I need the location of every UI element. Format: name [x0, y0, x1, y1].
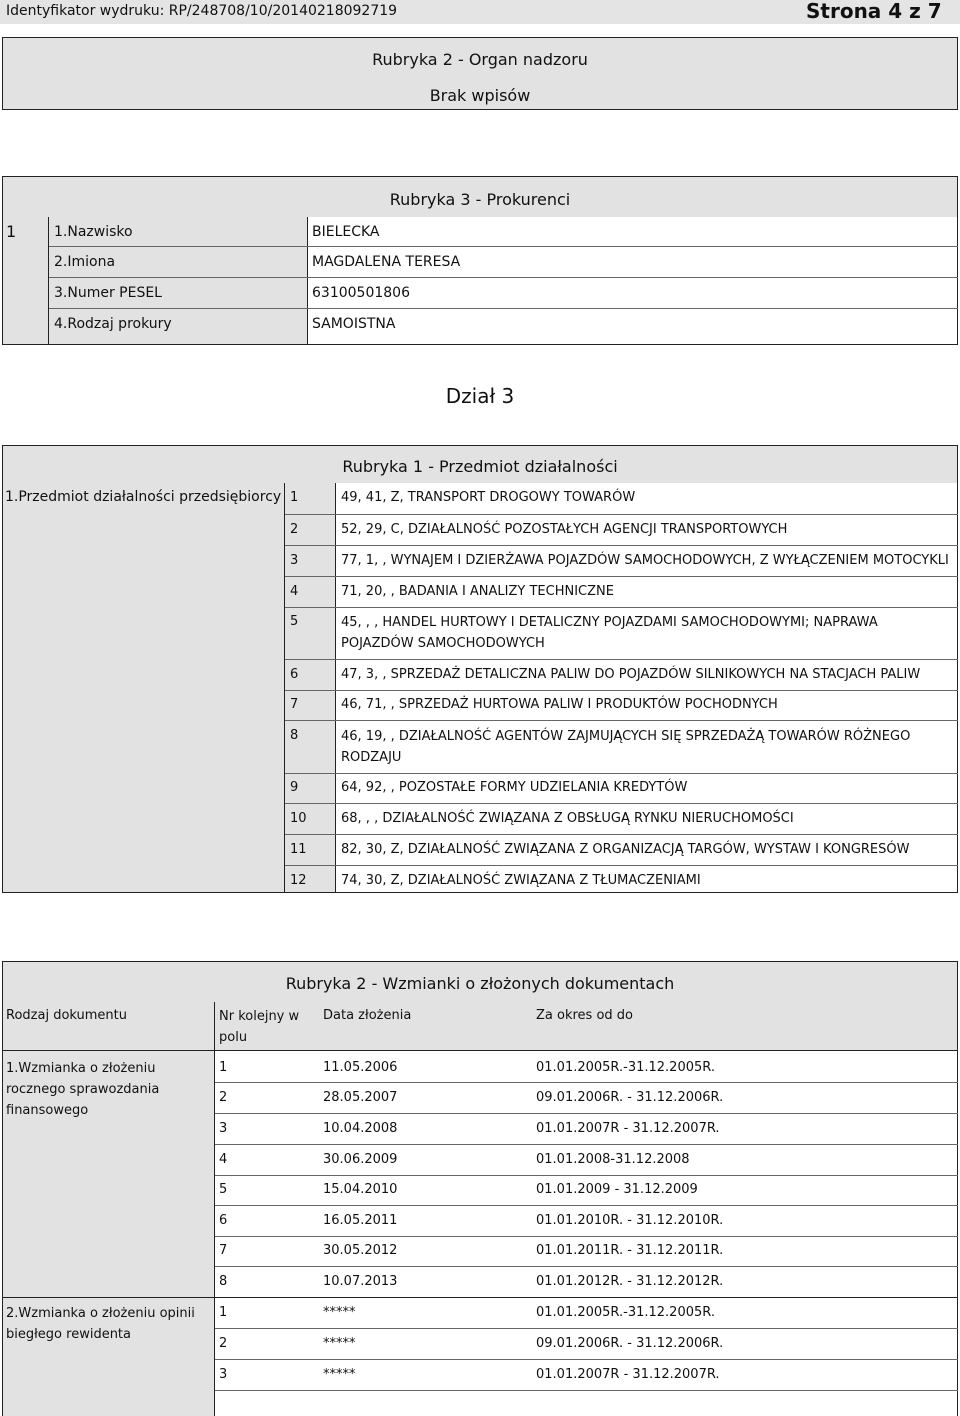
period: 01.01.2009 - 31.12.2009 [536, 1182, 698, 1197]
item-number: 9 [290, 780, 299, 795]
entry-number: 1 [6, 222, 17, 241]
divider [3, 1297, 958, 1298]
item-number: 4 [290, 584, 299, 599]
item-number: 12 [290, 873, 307, 888]
item-text: 77, 1, , WYNAJEM I DZIERŻAWA POJAZDÓW SAMOCHODOWYCH, Z WYŁĄCZENIEM MOTOCYKLI [341, 553, 949, 568]
przedmiot-label-cell [3, 483, 284, 892]
item-number: 2 [290, 522, 299, 537]
column-header: Nr kolejny w polu [219, 1009, 300, 1045]
item-text: 46, 19, , DZIAŁALNOŚĆ AGENTÓW ZAJMUJĄCYCH SIĘ SPRZEDAŻĄ TOWARÓW RÓŻNEGO RODZAJU [341, 729, 911, 765]
item-number: 1 [290, 490, 299, 505]
field-value: MAGDALENA TERESA [312, 254, 461, 270]
divider [215, 1082, 958, 1083]
filing-date: ***** [323, 1336, 356, 1351]
filing-date: 30.06.2009 [323, 1152, 398, 1167]
divider [215, 1266, 958, 1267]
item-text: 74, 30, Z, DZIAŁALNOŚĆ ZWIĄZANA Z TŁUMACZENIAMI [341, 873, 701, 888]
divider [215, 1328, 958, 1329]
divider [215, 1175, 958, 1176]
item-text: 68, , , DZIAŁALNOŚĆ ZWIĄZANA Z OBSŁUGĄ RYNKU NIERUCHOMOŚCI [341, 811, 794, 826]
column-header: Data złożenia [323, 1008, 412, 1023]
field-value: 63100501806 [312, 285, 410, 301]
field-label: 2.Imiona [54, 254, 116, 270]
period: 01.01.2007R - 31.12.2007R. [536, 1121, 720, 1136]
divider [285, 803, 958, 804]
divider [3, 1050, 958, 1051]
field-value: BIELECKA [312, 224, 380, 240]
item-text: 46, 71, , SPRZEDAŻ HURTOWA PALIW I PRODUKTÓW POCHODNYCH [341, 697, 778, 712]
period: 01.01.2011R. - 31.12.2011R. [536, 1243, 724, 1258]
divider [285, 720, 958, 721]
period: 01.01.2008-31.12.2008 [536, 1152, 690, 1167]
document-type-label: 2.Wzmianka o złożeniu opinii biegłego rewidenta [6, 1306, 195, 1342]
filing-date: 30.05.2012 [323, 1243, 398, 1258]
section-title: Rubryka 2 - Wzmianki o złożonych dokumentach [285, 974, 675, 993]
filing-date: 10.07.2013 [323, 1274, 398, 1289]
row-number: 4 [219, 1152, 228, 1167]
divider [49, 246, 958, 247]
row-number: 3 [219, 1121, 228, 1136]
item-number: 8 [290, 728, 299, 743]
divider [215, 1390, 958, 1391]
divider [285, 607, 958, 608]
row-number: 5 [219, 1182, 228, 1197]
item-text: 82, 30, Z, DZIAŁALNOŚĆ ZWIĄZANA Z ORGANIZACJĄ TARGÓW, WYSTAW I KONGRESÓW [341, 842, 910, 857]
section-title: Rubryka 3 - Prokurenci [389, 190, 571, 209]
section-title: Rubryka 2 - Organ nadzoru [372, 50, 588, 69]
divider [215, 1144, 958, 1145]
divider [215, 1205, 958, 1206]
item-text: 45, , , HANDEL HURTOWY I DETALICZNY POJAZDAMI SAMOCHODOWYMI; NAPRAWA POJAZDÓW SAMOCHODOWYCH [341, 615, 878, 651]
wzmianki-header-bg [3, 1002, 957, 1050]
section-title: Rubryka 1 - Przedmiot działalności [342, 457, 618, 476]
field-label: 3.Numer PESEL [54, 285, 162, 301]
item-text: 52, 29, C, DZIAŁALNOŚĆ POZOSTAŁYCH AGENCJI TRANSPORTOWYCH [341, 522, 788, 537]
page-number: Strona 4 z 7 [806, 0, 942, 23]
column-header: Za okres od do [536, 1008, 633, 1023]
row-number: 3 [219, 1367, 228, 1382]
divider [285, 576, 958, 577]
period: 09.01.2006R. - 31.12.2006R. [536, 1090, 724, 1105]
row-number: 2 [219, 1090, 228, 1105]
divider [285, 545, 958, 546]
divider [307, 217, 308, 345]
item-number: 11 [290, 842, 307, 857]
filing-date: 16.05.2011 [323, 1213, 398, 1228]
divider [49, 277, 958, 278]
row-number: 8 [219, 1274, 228, 1289]
item-number: 10 [290, 811, 307, 826]
filing-date: ***** [323, 1305, 356, 1320]
filing-date: 28.05.2007 [323, 1090, 398, 1105]
divider [214, 1002, 215, 1416]
filing-date: 10.04.2008 [323, 1121, 398, 1136]
column-header: Rodzaj dokumentu [6, 1008, 127, 1023]
no-entries-text: Brak wpisów [429, 86, 531, 105]
przedmiot-label: 1.Przedmiot działalności przedsiębiorcy [5, 489, 282, 505]
divider [49, 308, 958, 309]
divider [285, 834, 958, 835]
item-text: 64, 92, , POZOSTAŁE FORMY UDZIELANIA KREDYTÓW [341, 780, 688, 795]
row-number: 1 [219, 1060, 228, 1075]
row-number: 6 [219, 1213, 228, 1228]
row-number: 1 [219, 1305, 228, 1320]
item-number: 3 [290, 553, 299, 568]
row-number: 2 [219, 1336, 228, 1351]
divider [285, 690, 958, 691]
divider [215, 1113, 958, 1114]
divider [215, 1236, 958, 1237]
item-number: 7 [290, 697, 299, 712]
item-text: 47, 3, , SPRZEDAŻ DETALICZNA PALIW DO POJAZDÓW SILNIKOWYCH NA STACJACH PALIW [341, 667, 921, 682]
period: 01.01.2012R. - 31.12.2012R. [536, 1274, 724, 1289]
section-heading: Dział 3 [445, 384, 515, 408]
period: 01.01.2010R. - 31.12.2010R. [536, 1213, 724, 1228]
field-value: SAMOISTNA [312, 316, 396, 332]
filing-date: 11.05.2006 [323, 1060, 398, 1075]
divider [215, 1359, 958, 1360]
item-text: 49, 41, Z, TRANSPORT DROGOWY TOWARÓW [341, 490, 636, 505]
document-type-label: 1.Wzmianka o złożeniu rocznego sprawozdania finansowego [6, 1061, 160, 1118]
divider [285, 773, 958, 774]
filing-date: 15.04.2010 [323, 1182, 398, 1197]
divider [285, 514, 958, 515]
row-number: 7 [219, 1243, 228, 1258]
divider [285, 659, 958, 660]
item-number: 6 [290, 667, 299, 682]
print-identifier: Identyfikator wydruku: RP/248708/10/20140218092719 [6, 3, 398, 19]
field-label: 1.Nazwisko [54, 224, 133, 240]
divider [285, 865, 958, 866]
period: 01.01.2005R.-31.12.2005R. [536, 1060, 715, 1075]
filing-date: ***** [323, 1367, 356, 1382]
period: 09.01.2006R. - 31.12.2006R. [536, 1336, 724, 1351]
item-number: 5 [290, 614, 299, 629]
period: 01.01.2005R.-31.12.2005R. [536, 1305, 715, 1320]
field-label: 4.Rodzaj prokury [54, 316, 172, 332]
period: 01.01.2007R - 31.12.2007R. [536, 1367, 720, 1382]
item-text: 71, 20, , BADANIA I ANALIZY TECHNICZNE [341, 584, 614, 599]
